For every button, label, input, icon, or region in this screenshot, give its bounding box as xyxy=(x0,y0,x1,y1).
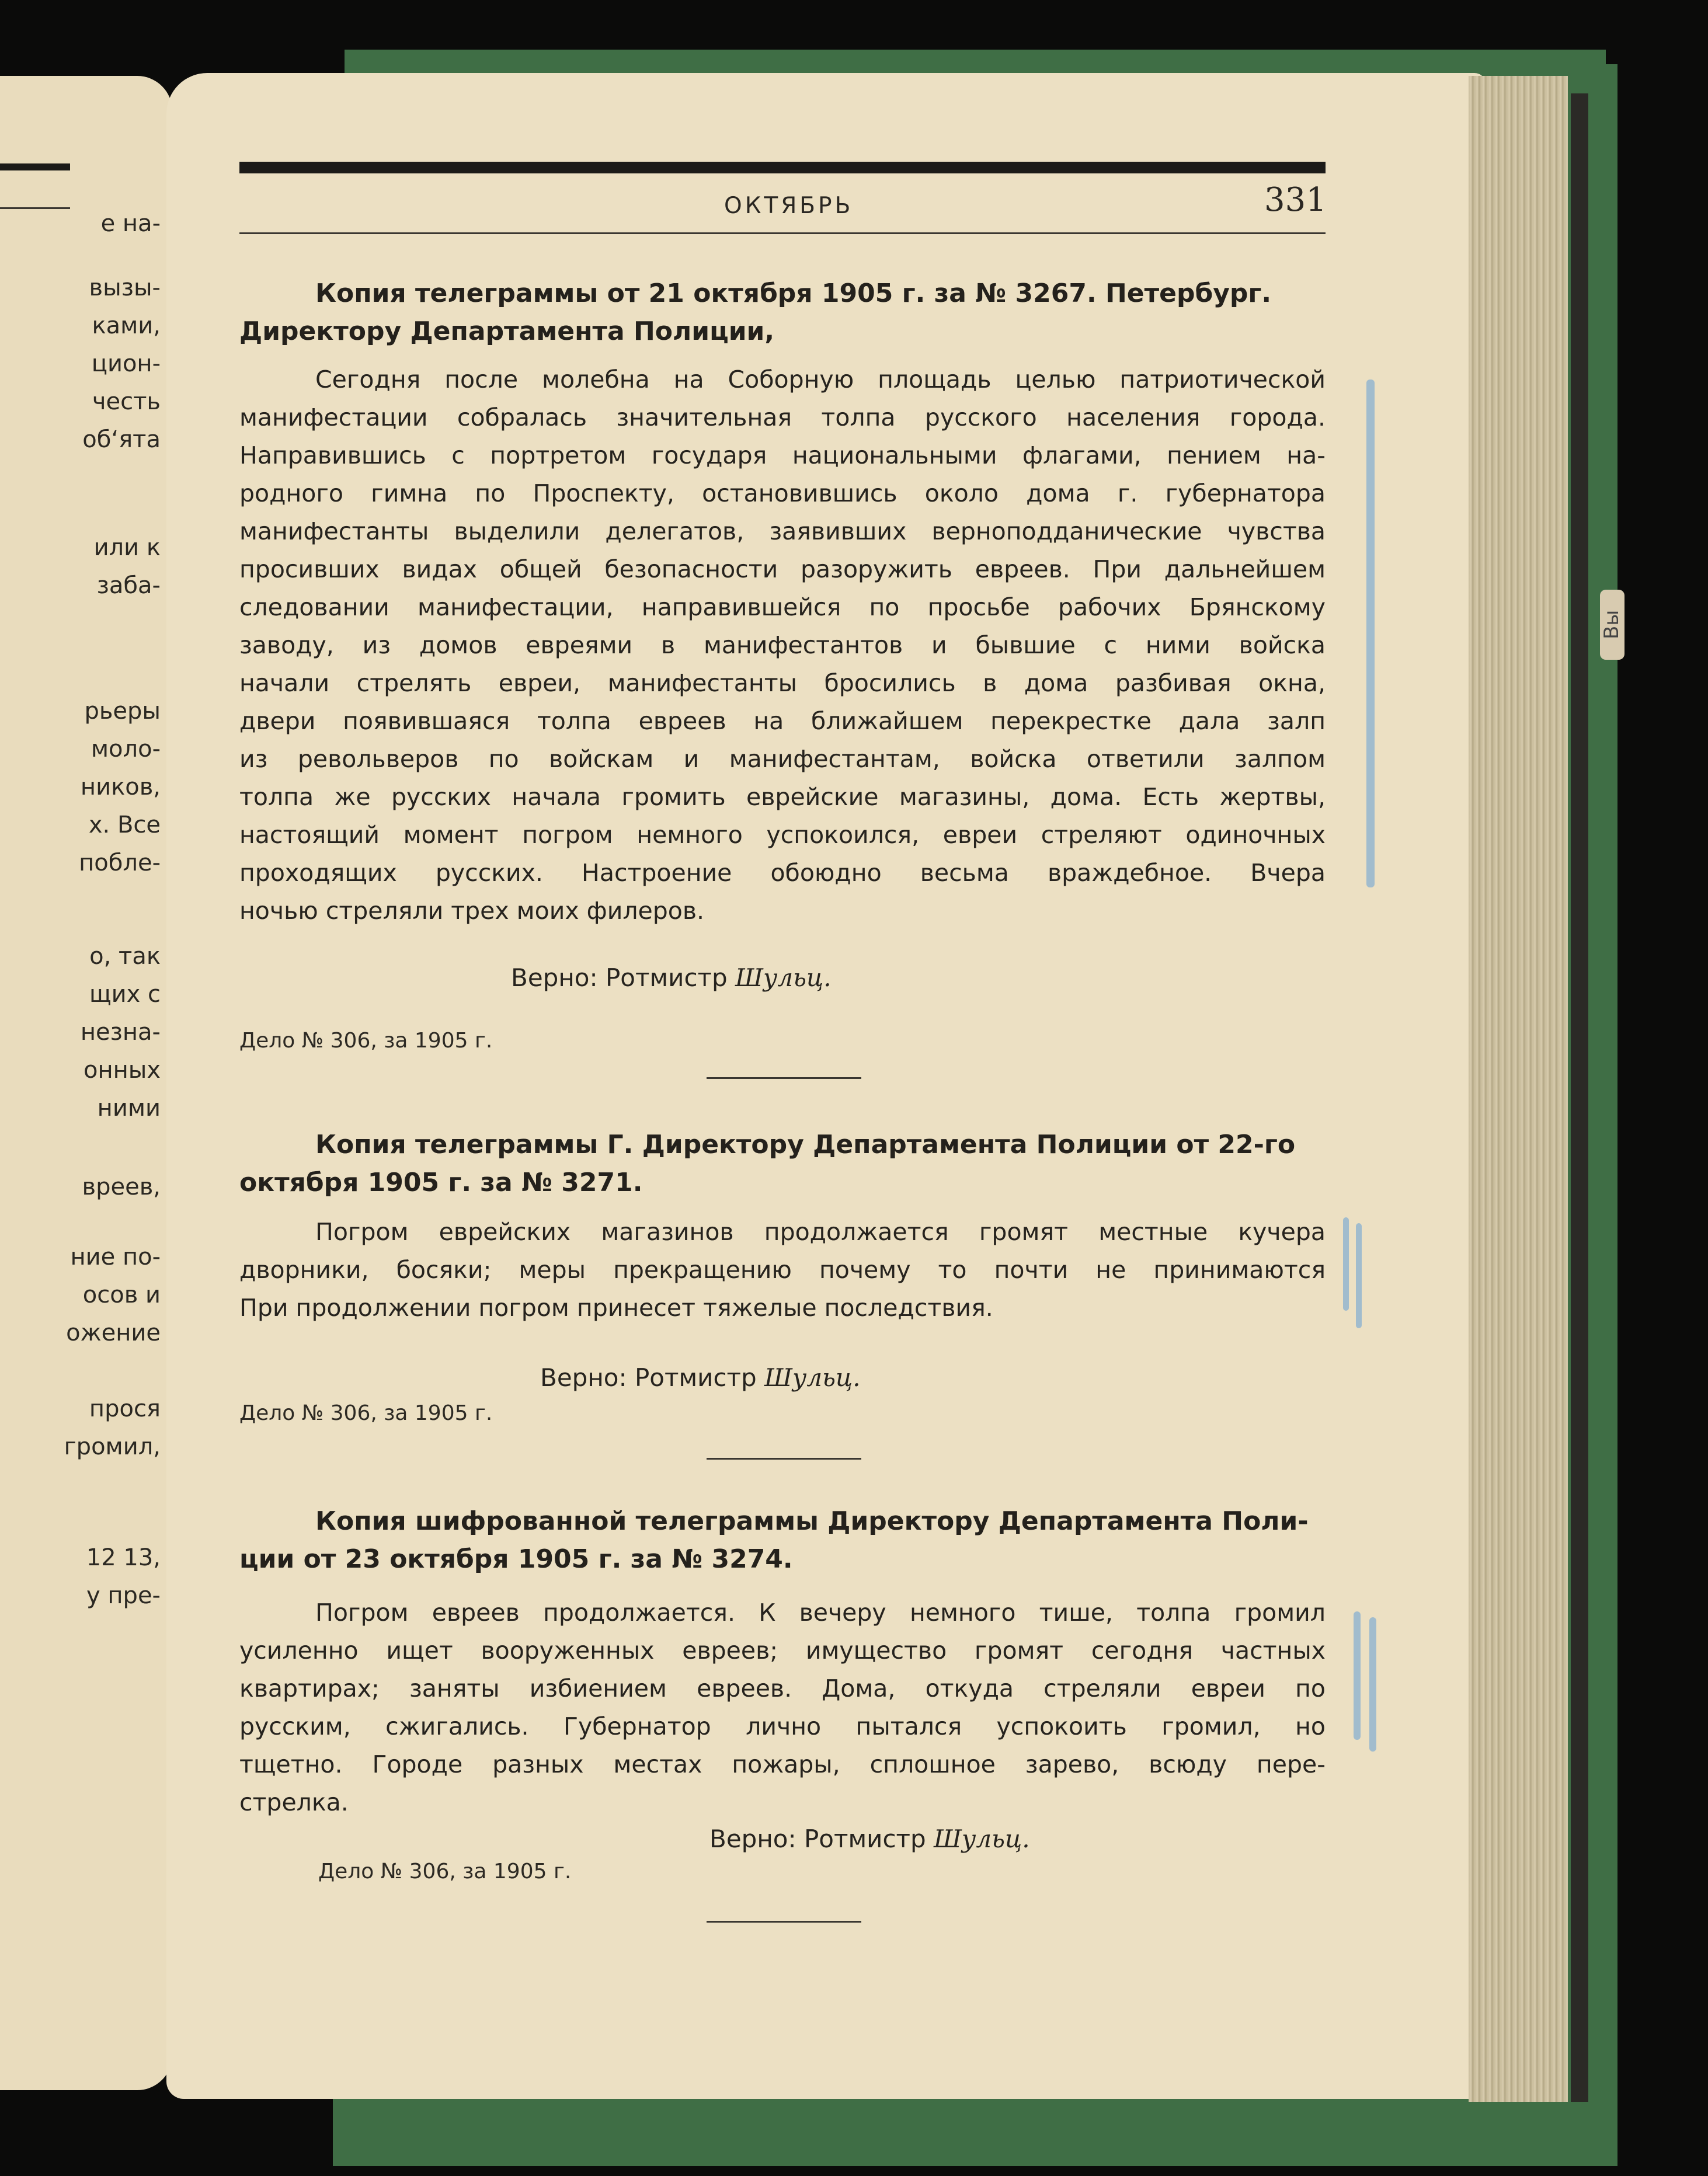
section-title-line: Копия шифрованной телеграммы Директору Департамента Поли- xyxy=(315,1506,1309,1536)
left-page-line: побле- xyxy=(79,849,161,876)
left-page-line: ками, xyxy=(92,312,161,339)
left-page-line: ние по- xyxy=(70,1244,161,1270)
section-separator xyxy=(707,1458,861,1460)
page-edges xyxy=(1469,76,1568,2102)
signature-prefix: Верно: Ротмистр xyxy=(511,963,728,992)
body-line: двери появившаяся толпа евреев на ближайшем перекрестке дала залп xyxy=(239,707,1326,735)
header-thin-rule xyxy=(239,232,1326,234)
section-title-line: Директору Департамента Полиции, xyxy=(239,316,775,346)
body-line: Погром евреев продолжается. К вечеру немного тише, толпа громил xyxy=(315,1599,1326,1627)
left-page-line: заба- xyxy=(96,572,161,599)
body-line: заводу, из домов евреями в манифестантов и бывшие с ними войска xyxy=(239,631,1326,659)
running-header-title: ОКТЯБРЬ xyxy=(724,193,854,219)
signature-name: Шульц. xyxy=(764,1363,861,1392)
page-edge-shadow xyxy=(1571,93,1588,2102)
pencil-mark xyxy=(1343,1217,1349,1311)
left-page-line: прося xyxy=(89,1395,161,1422)
left-page-line: рьеры xyxy=(84,698,161,725)
left-page-line: х. Все xyxy=(88,812,161,838)
section-title-line: Копия телеграммы Г. Директору Департамента Полиции от 22-го xyxy=(315,1130,1296,1160)
signature-name: Шульц. xyxy=(735,963,832,992)
body-line: настоящий момент погром немного успокоился, евреи стреляют одиночных xyxy=(239,821,1326,849)
body-line: просивших видах общей безопасности разоружить евреев. При дальнейшем xyxy=(239,555,1326,583)
left-page-line: 12 13, xyxy=(86,1544,161,1571)
body-line: усиленно ищет вооруженных евреев; имущество громят сегодня частных xyxy=(239,1637,1326,1665)
left-page-line: честь xyxy=(92,388,161,415)
body-line: Сегодня после молебна на Соборную площадь целью патриотической xyxy=(315,365,1326,394)
left-page-line: ними xyxy=(97,1095,161,1122)
pencil-mark xyxy=(1354,1611,1361,1740)
signature-prefix: Верно: Ротмистр xyxy=(540,1363,757,1392)
body-line: манифестанты выделили делегатов, заявивших верноподданические чувства xyxy=(239,517,1326,545)
left-page-line: онных xyxy=(83,1057,161,1084)
section-separator xyxy=(707,1921,861,1923)
signature xyxy=(540,1363,861,1392)
body-line: стрелка. xyxy=(239,1788,349,1816)
left-page-top-thin-rule xyxy=(0,207,70,209)
body-line: следовании манифестации, направившейся по просьбе рабочих Брянскому xyxy=(239,593,1326,621)
left-page-line: моло- xyxy=(91,736,161,763)
left-page-line: щих с xyxy=(89,981,161,1008)
left-page-line: ников, xyxy=(80,774,161,800)
body-line: тщетно. Городе разных местах пожары, сплошное зарево, всюду пере- xyxy=(239,1750,1326,1778)
body-line: Направившись с портретом государя национальными флагами, пением на- xyxy=(239,441,1326,469)
left-page-line: ожение xyxy=(66,1319,161,1346)
left-page-line: вызы- xyxy=(89,274,161,301)
body-line: из револьверов по войскам и манифестантам, войска ответили залпом xyxy=(239,745,1326,773)
left-page-line: об‘ята xyxy=(82,426,161,453)
header-thick-rule xyxy=(239,162,1326,173)
section-separator xyxy=(707,1077,861,1079)
pencil-mark xyxy=(1356,1223,1362,1328)
section-title-line: Копия телеграммы от 21 октября 1905 г. за № 3267. Петербург. xyxy=(315,278,1272,308)
body-line: ночью стреляли трех моих филеров. xyxy=(239,897,705,925)
left-page-line: цион- xyxy=(91,350,161,377)
signature-name: Шульц. xyxy=(934,1825,1030,1853)
signature xyxy=(709,1825,1030,1853)
file-reference: Дело № 306, за 1905 г. xyxy=(318,1860,572,1883)
body-line: толпа же русских начала громить еврейские магазины, дома. Есть жертвы, xyxy=(239,783,1326,811)
section-title-line: октября 1905 г. за № 3271. xyxy=(239,1168,643,1197)
left-page-line: у пре- xyxy=(86,1582,161,1609)
body-line: манифестации собралась значительная толпа русского населения города. xyxy=(239,403,1326,431)
section-title-line: ции от 23 октября 1905 г. за № 3274. xyxy=(239,1544,793,1574)
left-page-line: осов и xyxy=(82,1282,161,1308)
left-page xyxy=(0,76,172,2090)
left-page-line: или к xyxy=(93,534,161,561)
left-page-line: незна- xyxy=(80,1019,161,1046)
left-page-line: о, так xyxy=(89,943,161,970)
signature-prefix: Верно: Ротмистр xyxy=(709,1825,926,1853)
file-reference: Дело № 306, за 1905 г. xyxy=(239,1029,493,1053)
signature xyxy=(511,963,832,992)
body-line: квартирах; заняты избиением евреев. Дома, откуда стреляли евреи по xyxy=(239,1674,1326,1702)
edge-tab: Вы xyxy=(1600,590,1624,660)
page-number: 331 xyxy=(1264,181,1327,219)
body-line: Погром еврейских магазинов продолжается громят местные кучера xyxy=(315,1218,1326,1246)
body-line: дворники, босяки; меры прекращению почему то почти не принимаются xyxy=(239,1256,1326,1284)
body-line: При продолжении погром принесет тяжелые последствия. xyxy=(239,1294,993,1322)
left-page-line: громил, xyxy=(64,1433,161,1460)
pencil-mark xyxy=(1369,1617,1376,1752)
file-reference: Дело № 306, за 1905 г. xyxy=(239,1401,493,1425)
body-line: начали стрелять евреи, манифестанты бросились в дома разбивая окна, xyxy=(239,669,1326,697)
body-line: проходящих русских. Настроение обоюдно весьма враждебное. Вчера xyxy=(239,859,1326,887)
left-page-top-rule xyxy=(0,163,70,170)
body-line: родного гимна по Проспекту, остановившись около дома г. губернатора xyxy=(239,479,1326,507)
pencil-mark xyxy=(1366,380,1375,887)
body-line: русским, сжигались. Губернатор лично пытался успокоить громил, но xyxy=(239,1712,1326,1740)
left-page-line: е на- xyxy=(100,210,161,237)
left-page-line: вреев, xyxy=(82,1174,161,1200)
